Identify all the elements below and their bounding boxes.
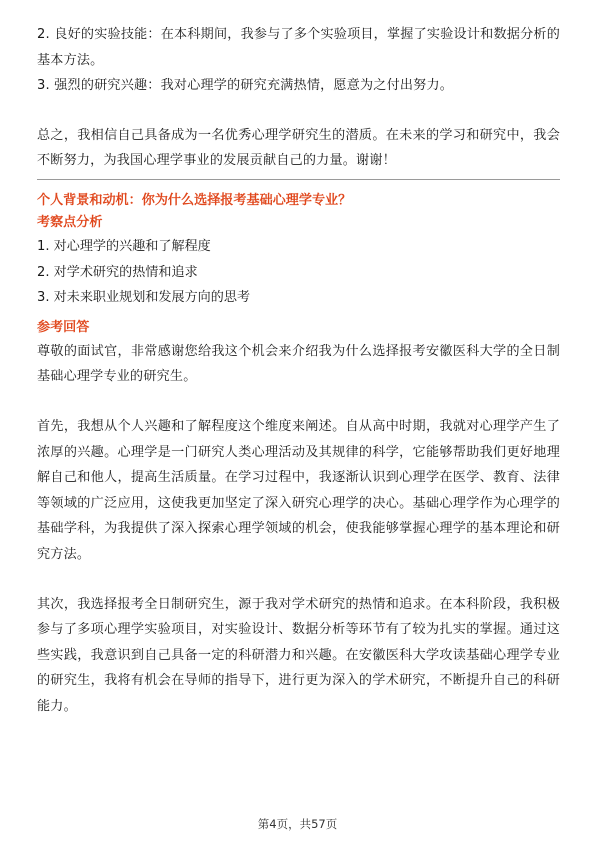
page-number: 第4页，共57页: [257, 817, 338, 831]
section-divider: [37, 179, 560, 180]
answer-paragraph: 尊敬的面试官，非常感谢您给我这个机会来介绍我为什么选择报考安徽医科大学的全日制基础心理学专业的研究生。: [37, 343, 560, 385]
analysis-heading: 考察点分析: [37, 214, 103, 230]
list-item-skills: 2. 良好的实验技能：在本科期间，我参与了多个实验项目，掌握了实验设计和数据分析的基本方法。: [37, 27, 560, 68]
answer-paragraph: 其次，我选择报考全日制研究生，源于我对学术研究的热情和追求。在本科阶段，我积极参与了多项心理学实验项目，对实验设计、数据分析等环节有了较为扎实的掌握。通过这些实践，我意识到自己具备一定的科研潜力和兴趣。在安徽医科大学攻读基础心理学专业的研究生，我将有机会在导师的指导下，进行更为深入的学术研究，不断提升自己的科研能力。: [37, 596, 560, 714]
conclusion-paragraph: 总之，我相信自己具备成为一名优秀心理学研究生的潜质。在未来的学习和研究中，我会不断努力，为我国心理学事业的发展贡献自己的力量。谢谢！: [37, 127, 560, 169]
list-item-interest: 3. 强烈的研究兴趣：我对心理学的研究充满热情，愿意为之付出努力。: [37, 78, 454, 94]
analysis-item: 2. 对学术研究的热情和追求: [37, 264, 198, 280]
analysis-item: 1. 对心理学的兴趣和了解程度: [37, 238, 211, 254]
answer-paragraph: 首先，我想从个人兴趣和了解程度这个维度来阐述。自从高中时期，我就对心理学产生了浓厚的兴趣。心理学是一门研究人类心理活动及其规律的科学，它能够帮助我们更好地理解自己和他人，提高生活质量。在学习过程中，我逐渐认识到心理学在医学、教育、法律等领域的广泛应用，这使我更加坚定了深入研究心理学的决心。基础心理学作为心理学的基础学科，为我提供了深入探索心理学领域的机会，使我能够掌握心理学的基本理论和研究方法。: [37, 418, 560, 562]
page-content: [37, 22, 560, 719]
analysis-item: 3. 对未来职业规划和发展方向的思考: [37, 290, 251, 306]
answer-heading: 参考回答: [37, 319, 90, 335]
question-title: 个人背景和动机：你为什么选择报考基础心理学专业？: [37, 192, 352, 208]
